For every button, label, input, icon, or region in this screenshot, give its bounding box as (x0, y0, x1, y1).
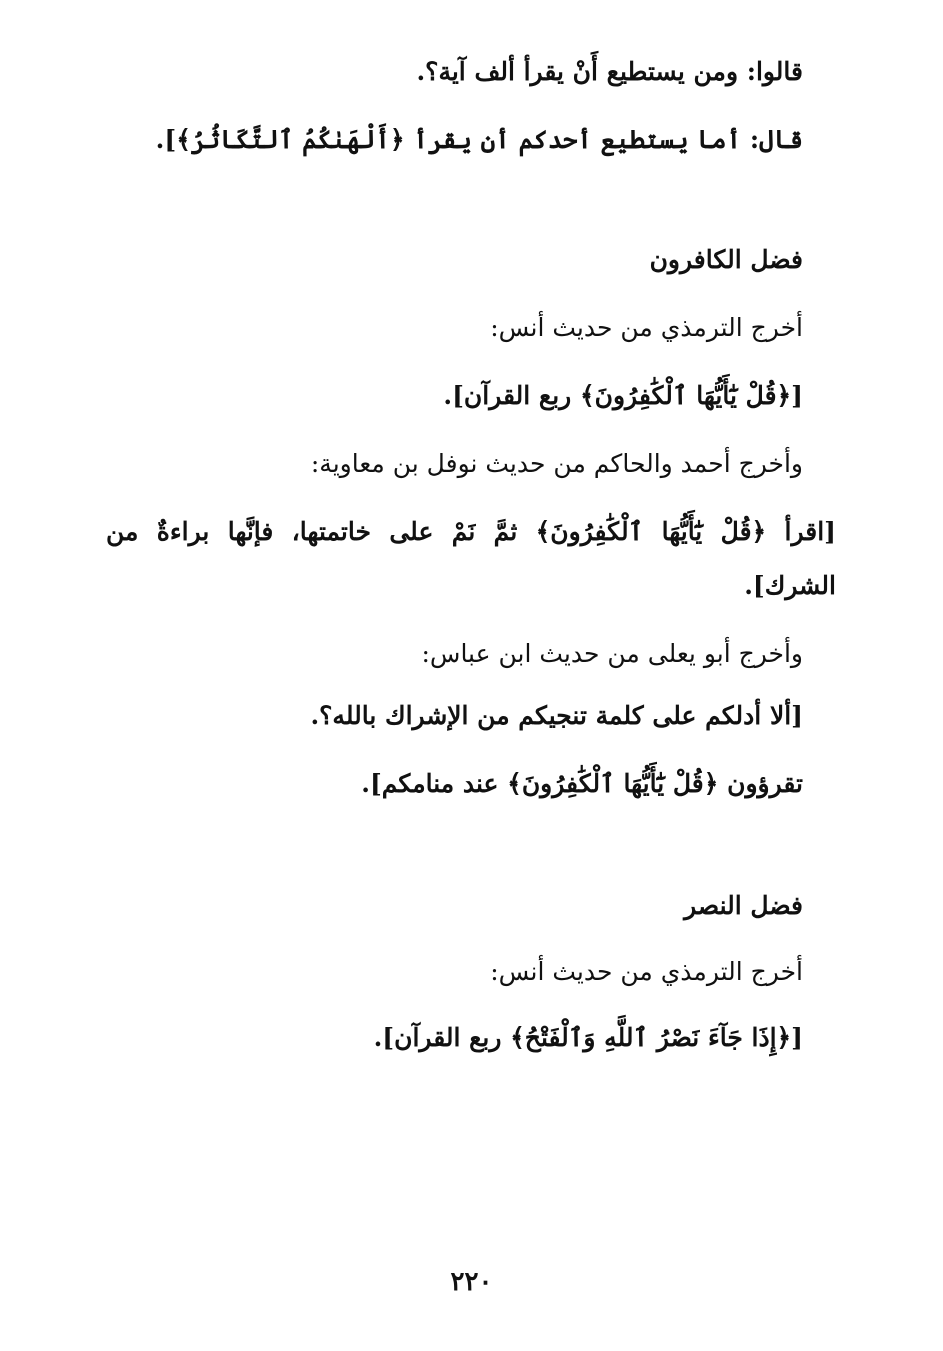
hadith-line-quarter-quran-1: [﴿قُلْ يَٰٓأَيُّهَا ٱلْكَٰفِرُونَ﴾ ربع القرآن]. (443, 381, 803, 410)
hadith-line-at-sleep: تقرؤون ﴿قُلْ يَٰٓأَيُّهَا ٱلْكَٰفِرُونَ﴾ عند منامكم]. (361, 769, 803, 798)
page-number: ٢٢٠ (450, 1267, 493, 1297)
section-heading-kafirun: فضل الكافرون (649, 245, 803, 274)
text-line-answer: قال: أما يستطيع أحدكم أن يقرأ ﴿أَلْهَىٰكُمُ ٱلتَّكَاثُرُ﴾]. (155, 125, 803, 154)
text-line-abu-yala: وأخرج أبو يعلى من حديث ابن عباس: (421, 639, 803, 668)
hadith-line-continuation: الشرك]. (744, 571, 836, 600)
text-line-ahmad-hakim: وأخرج أحمد والحاكم من حديث نوفل بن معاوية: (310, 449, 803, 478)
section-heading-nasr: فضل النصر (684, 891, 803, 920)
hadith-line-recite-before-sleep: [اقرأ ﴿قُلْ يَٰٓأَيُّهَا ٱلْكَٰفِرُونَ﴾ ثمَّ نَمْ على خاتمتها، فإنَّها براءةٌ من (106, 517, 836, 546)
text-line-tirmidhi-anas-2: أخرج الترمذي من حديث أنس: (490, 957, 803, 986)
text-line-tirmidhi-anas-1: أخرج الترمذي من حديث أنس: (490, 313, 803, 342)
hadith-line-shirk-protection: [ألا أدلكم على كلمة تنجيكم من الإشراك بالله؟. (310, 701, 803, 730)
hadith-line-quarter-quran-2: [﴿إِذَا جَآءَ نَصْرُ ٱللَّهِ وَٱلْفَتْحُ﴾ ربع القرآن]. (373, 1023, 803, 1052)
text-line-questioners: قالوا: ومن يستطيع أَنْ يقرأ ألف آية؟. (416, 57, 803, 86)
